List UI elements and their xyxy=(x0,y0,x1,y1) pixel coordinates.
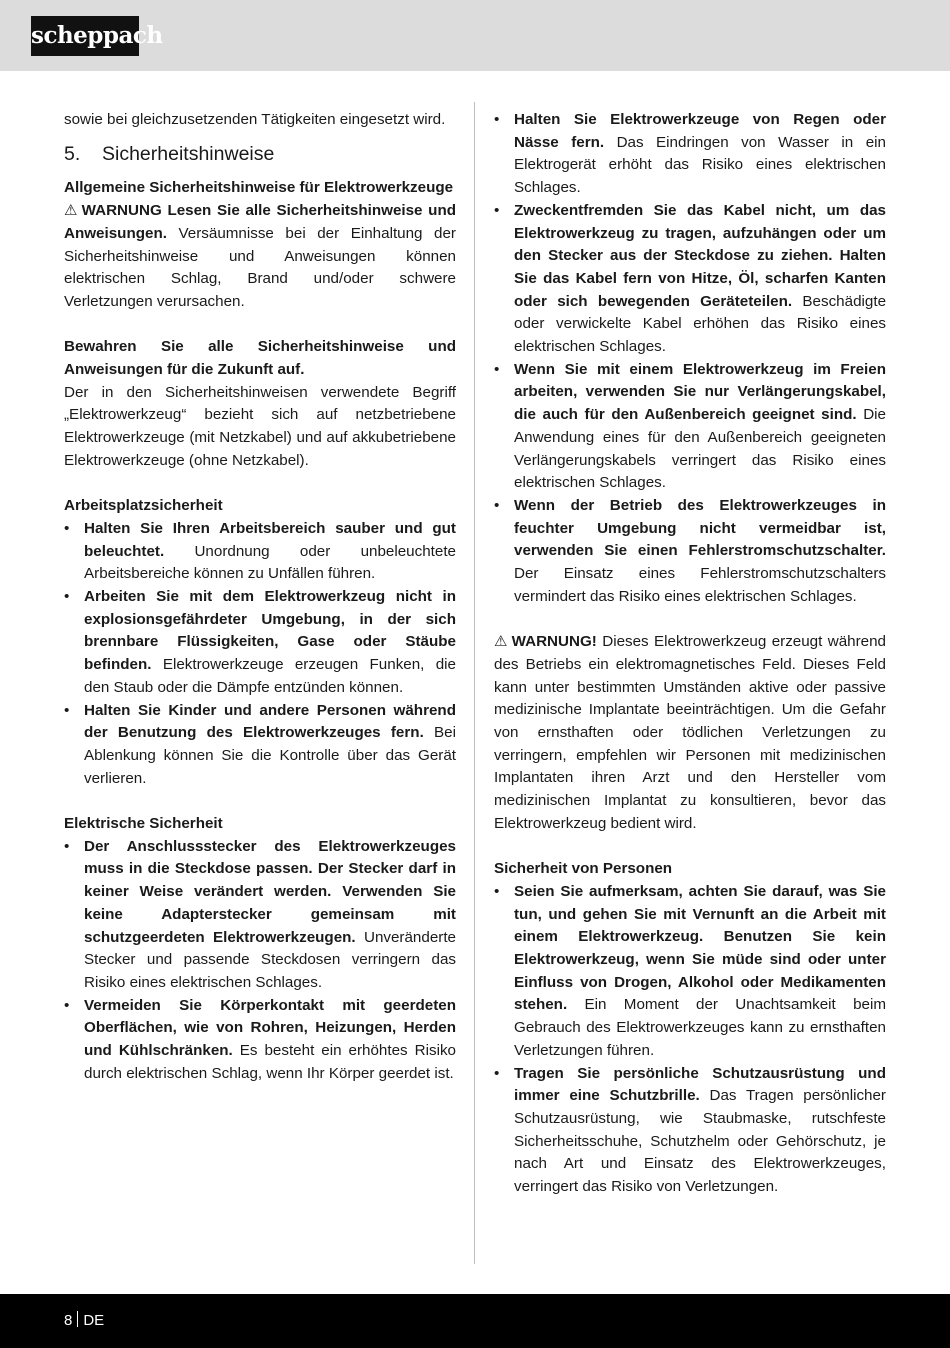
bullet-icon: • xyxy=(494,201,500,219)
item-text: Bei Ablenkung können Sie die Kontrolle über das Gerät verlieren. xyxy=(84,724,457,787)
term-definition: Der in den Sicherheitshinweisen verwendete Begriff „Elektrowerkzeug“ bezieht sich auf netzbetriebene Elektrowerkzeuge (mit Netzkabel) und auf akkubetriebene Elektrowerkzeuge (ohne Netzkabel). xyxy=(64,383,456,469)
section-title: Sicherheitshinweise xyxy=(102,142,275,165)
list-item xyxy=(64,995,456,1086)
list-item xyxy=(494,109,886,200)
bullet-icon: • xyxy=(64,837,70,855)
workplace-list xyxy=(64,518,456,790)
list-item xyxy=(64,586,456,700)
column-divider xyxy=(474,102,475,1264)
keep-instructions-bold: Bewahren Sie alle Sicherheitshinweise und Anweisungen für die Zukunft auf. xyxy=(64,338,456,379)
emf-warning xyxy=(494,631,886,835)
page-header xyxy=(0,0,950,71)
persons-list xyxy=(494,881,886,1199)
item-text: Das Eindringen von Wasser in ein Elektrogerät erhöht das Risiko eines elektrischen Schlages. xyxy=(514,133,886,197)
item-bold: Halten Sie Ihren Arbeitsbereich sauber und gut beleuchtet. xyxy=(84,519,456,560)
bullet-icon: • xyxy=(64,701,70,719)
warning-triangle-icon: ⚠ xyxy=(494,633,508,651)
keep-instructions xyxy=(64,336,456,381)
item-text: Ein Moment der Unachtsamkeit beim Gebrauch des Elektrowerkzeuges kann zu ernsthaften Verletzungen führen. xyxy=(514,996,886,1059)
persons-heading: Sicherheit von Personen xyxy=(494,860,673,878)
general-warning xyxy=(64,200,456,314)
item-bold: Der Anschlussstecker des Elektrowerkzeuges muss in die Steckdose passen. Der Stecker darf in keiner Weise verändert werden. Verwenden Sie keine Adapterstecker gemeinsam mit schutzgeerdeten Elektrowerkzeugen. xyxy=(84,837,456,946)
item-bold: Vermeiden Sie Körperkontakt mit geerdeten Oberflächen, wie von Rohren, Heizungen, Herden und Kühlschränken. xyxy=(84,996,456,1060)
list-item xyxy=(494,881,886,1063)
workplace-heading: Arbeitsplatzsicherheit xyxy=(64,497,223,515)
bullet-icon: • xyxy=(494,360,500,378)
item-text: Der Einsatz eines Fehlerstromschutzschalters vermindert das Risiko eines elektrischen Schlages. xyxy=(514,565,886,605)
item-text: Die Anwendung eines für den Außenbereich geeigneten Verlängerungskabels verringert das Risiko eines elektrischen Schlages. xyxy=(514,406,886,492)
list-item xyxy=(64,700,456,791)
warning-bold: WARNUNG! xyxy=(511,633,597,651)
bullet-icon: • xyxy=(64,519,70,537)
bullet-icon: • xyxy=(494,882,500,900)
page-footer xyxy=(0,1294,950,1348)
item-bold: Halten Sie Elektrowerkzeuge von Regen oder Nässe fern. xyxy=(514,111,886,151)
bullet-icon: • xyxy=(494,111,500,128)
item-bold: Wenn der Betrieb des Elektrowerkzeuges in feuchter Umgebung nicht vermeidbar ist, verwenden Sie einen Fehlerstromschutzschalter. xyxy=(514,496,886,560)
general-heading: Allgemeine Sicherheitshinweise für Elektrowerkzeuge xyxy=(64,179,454,197)
warning-text: Versäumnisse bei der Einhaltung der Sicherheitshinweise und Anweisungen können elektrischen Schlag, Brand und/oder schwere Verletzungen verursachen. xyxy=(64,224,456,310)
bullet-icon: • xyxy=(64,996,70,1014)
warning-triangle-icon: ⚠ xyxy=(64,202,78,220)
list-item xyxy=(494,359,886,495)
warning-text: Dieses Elektrowerkzeug erzeugt während des Betriebs ein elektromagnetisches Feld. Dieses Feld kann unter bestimmten Umständen aktive oder passive medizinische Implantate beeinträchtigen. Um die Gefahr von ernsthaften oder tödlichen Verletzungen zu verringern, empfehlen wir Personen mit medizinischen Implantaten ihren Arzt und den Hersteller vom medizinischen Implantat zu konsultieren, bevor das Elektrowerkzeug bedient wird. xyxy=(494,633,886,832)
section-number: 5. xyxy=(64,142,81,165)
item-bold: Tragen Sie persönliche Schutzausrüstung und immer eine Schutzbrille. xyxy=(514,1064,886,1105)
item-bold: Arbeiten Sie mit dem Elektrowerkzeug nicht in explosionsgefährdeter Umgebung, in der sich brennbare Flüssigkeiten, Gase oder Stäube befinden. xyxy=(84,588,456,674)
item-bold: Wenn Sie mit einem Elektrowerkzeug im Freien arbeiten, verwenden Sie nur Verlängerungskabel, die auch für den Außenbereich geeignet sind. xyxy=(514,360,886,424)
list-item xyxy=(64,518,456,586)
page-number: 8 xyxy=(64,1312,73,1329)
section-heading xyxy=(64,132,456,178)
item-text: Es besteht ein erhöhtes Risiko durch elektrischen Schlag, wenn Ihr Körper geerdet ist. xyxy=(84,1042,456,1082)
list-item xyxy=(494,495,886,609)
electrical-heading: Elektrische Sicherheit xyxy=(64,815,223,833)
item-bold: Zweckentfremden Sie das Kabel nicht, um das Elektrowerkzeug zu tragen, aufzuhängen oder um den Stecker aus der Steckdose zu ziehen. Halten Sie das Kabel fern von Hitze, Öl, scharfen Kanten oder sich bewegenden Geräteteilen. xyxy=(514,201,886,310)
language-code: DE xyxy=(83,1312,105,1329)
item-bold: Halten Sie Kinder und andere Personen während der Benutzung des Elektrowerkzeuges fern. xyxy=(84,701,456,742)
scheppach-logo: scheppach xyxy=(31,16,139,56)
electrical-list-continued xyxy=(494,109,886,608)
list-item xyxy=(494,1063,886,1199)
item-text: Das Tragen persönlicher Schutzausrüstung, wie Staubmaske, rutschfeste Sicherheitsschuhe, Schutzhelm oder Gehörschutz, je nach Art und Einsatz des Elektrowerkzeuges, verringert das Risiko von Verletzungen. xyxy=(514,1087,886,1196)
item-text: Unveränderte Stecker und passende Steckdosen verringern das Risiko eines elektrischen Schlages. xyxy=(84,928,456,991)
bullet-icon: • xyxy=(494,496,500,514)
intro-text: sowie bei gleichzusetzenden Tätigkeiten eingesetzt wird. xyxy=(64,111,446,128)
warning-bold: WARNUNG Lesen Sie alle Sicherheitshinweise und Anweisungen. xyxy=(64,202,456,242)
list-item xyxy=(494,200,886,359)
list-item xyxy=(64,836,456,995)
electrical-list xyxy=(64,836,456,1086)
item-text: Elektrowerkzeuge erzeugen Funken, die den Staub oder die Dämpfe entzünden können. xyxy=(84,656,456,696)
item-text: Beschädigte oder verwickelte Kabel erhöhen das Risiko eines elektrischen Schlages. xyxy=(514,292,887,356)
bullet-icon: • xyxy=(494,1064,500,1082)
page-indicator xyxy=(64,1310,104,1332)
right-column xyxy=(494,109,886,1199)
item-bold: Seien Sie aufmerksam, achten Sie darauf, was Sie tun, und gehen Sie mit Vernunft an die Arbeit mit einem Elektrowerkzeug. Benutzen Sie kein Elektrowerkzeug, wenn Sie müde sind oder unter Einfluss von Drogen, Alkohol oder Medikamenten stehen. xyxy=(514,882,886,1014)
item-text: Unordnung oder unbeleuchtete Arbeitsbereiche können zu Unfällen führen. xyxy=(84,542,456,583)
left-column xyxy=(64,109,456,1085)
bullet-icon: • xyxy=(64,588,70,606)
page-separator xyxy=(77,1311,78,1327)
